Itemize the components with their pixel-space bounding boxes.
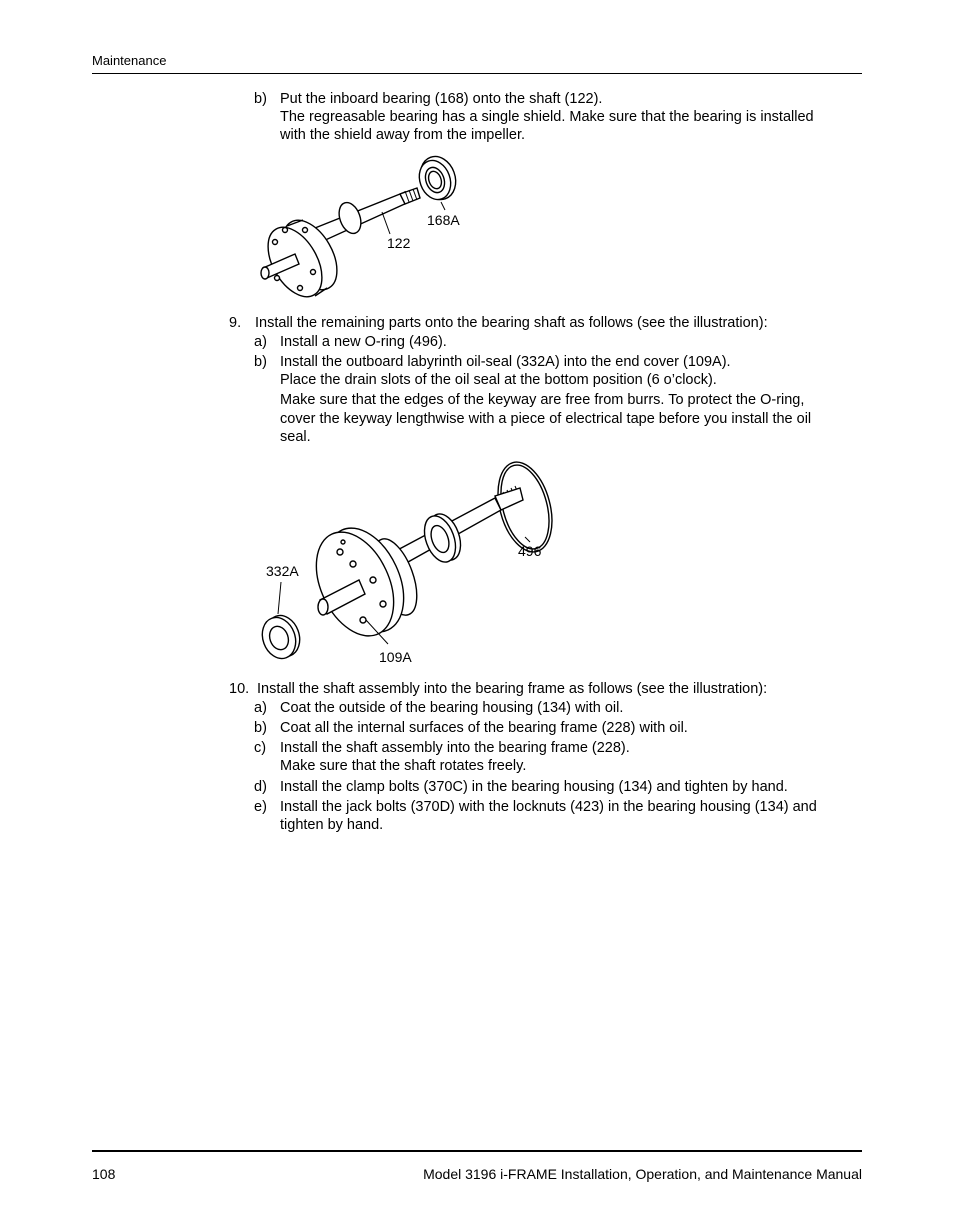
figure1-label-bearing: 168A (427, 212, 460, 228)
header-rule (92, 73, 862, 74)
step8b-line2: The regreasable bearing has a single shield. Make sure that the bearing is installed (280, 109, 814, 125)
step10c-line2: Make sure that the shaft rotates freely. (280, 758, 527, 774)
manual-title: Model 3196 i-FRAME Installation, Operation, and Maintenance Manual (423, 1166, 862, 1182)
step10b-letter: b) (254, 720, 267, 736)
step8b-line1: Put the inboard bearing (168) onto the shaft (122). (280, 91, 603, 107)
step9b-line4: cover the keyway lengthwise with a piece of electrical tape before you install the oil (280, 411, 812, 427)
step9b-line1: Install the outboard labyrinth oil-seal (332A) into the end cover (109A). (280, 354, 731, 370)
figure-shaft-bearing (255, 150, 475, 305)
step8b-letter: b) (254, 91, 267, 107)
step10d-text: Install the clamp bolts (370C) in the bearing housing (134) and tighten by hand. (280, 779, 788, 795)
step9b-line5: seal. (280, 429, 311, 445)
step9b-letter: b) (254, 354, 267, 370)
step10a-text: Coat the outside of the bearing housing (134) with oil. (280, 700, 624, 716)
step8b-line3: with the shield away from the impeller. (280, 127, 525, 143)
figure-shaft-assembly (255, 452, 565, 672)
step10e-line1: Install the jack bolts (370D) with the locknuts (423) in the bearing housing (134) and (280, 799, 817, 815)
step10-number: 10. (229, 681, 250, 697)
step10b-text: Coat all the internal surfaces of the bearing frame (228) with oil. (280, 720, 688, 736)
step10c-letter: c) (254, 740, 267, 756)
step10e-line2: tighten by hand. (280, 817, 384, 833)
step10-text: Install the shaft assembly into the bearing frame as follows (see the illustration): (257, 681, 768, 697)
step10d-letter: d) (254, 779, 267, 795)
step9a-text: Install a new O-ring (496). (280, 334, 447, 350)
figure2-label-oring: 496 (518, 543, 542, 559)
step9a-letter: a) (254, 334, 267, 350)
step10e-letter: e) (254, 799, 267, 815)
step9-text: Install the remaining parts onto the bearing shaft as follows (see the illustration): (255, 315, 768, 331)
step9b-line3: Make sure that the edges of the keyway are free from burrs. To protect the O-ring, (280, 392, 805, 408)
step10c-line1: Install the shaft assembly into the bearing frame (228). (280, 740, 630, 756)
step9b-line2: Place the drain slots of the oil seal at the bottom position (6 o’clock). (280, 372, 717, 388)
step9-number: 9. (229, 315, 242, 331)
footer-rule (92, 1150, 862, 1152)
running-header: Maintenance (92, 53, 167, 68)
figure1-label-shaft: 122 (387, 235, 411, 251)
page-number: 108 (92, 1166, 116, 1182)
figure2-label-seal: 332A (266, 563, 299, 579)
figure2-label-cover: 109A (379, 649, 412, 665)
step10a-letter: a) (254, 700, 267, 716)
